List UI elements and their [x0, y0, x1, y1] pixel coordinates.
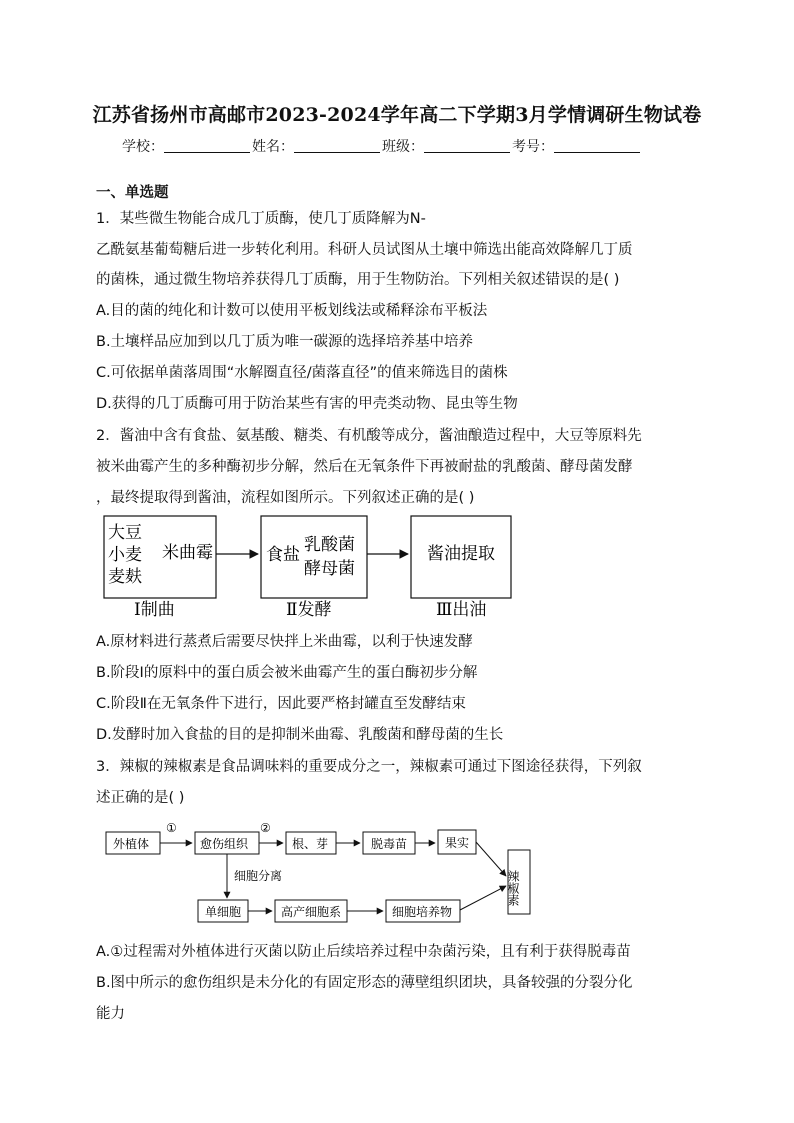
q2-option-b: B.阶段Ⅰ的原料中的蛋白质会被米曲霉产生的蛋白酶初步分解	[96, 665, 478, 681]
salt-label: 食盐	[266, 545, 300, 565]
q2-option-d: D.发酵时加入食盐的目的是抑制米曲霉、乳酸菌和酵母菌的生长	[96, 727, 504, 743]
q3-option-b: B.图中所示的愈伤组织是未分化的有固定形态的薄壁组织团块，具备较强的分裂分化	[96, 975, 633, 991]
explant-label: 外植体	[113, 837, 150, 851]
raw-material: 小麦	[108, 545, 142, 565]
callus-label: 愈伤组织	[200, 837, 249, 851]
q3-option-a: A.①过程需对外植体进行灭菌以防止后续培养过程中杂菌污染，且有利于获得脱毒苗	[96, 944, 631, 960]
stage-label: Ⅱ发酵	[286, 600, 332, 620]
class-label: 班级：	[382, 139, 424, 155]
exam-no-blank	[554, 138, 640, 153]
name-blank	[294, 138, 380, 153]
arrow	[460, 886, 506, 910]
q1-option-c: C.可依据单菌落周围“水解圈直径/菌落直径”的值来筛选目的菌株	[96, 365, 508, 381]
section-heading: 一、单选题	[96, 185, 169, 201]
q1-option-b: B.土壤样品应加到以几丁质为唯一碳源的选择培养基中培养	[96, 334, 474, 350]
virus-free-label: 脱毒苗	[371, 837, 408, 851]
soy-sauce-flow-diagram	[96, 512, 516, 622]
stage-label: Ⅲ出油	[436, 600, 487, 620]
exam-no-label: 考号：	[512, 139, 554, 155]
q1-stem-line: 1．某些微生物能合成几丁质酶，使几丁质降解为N-	[96, 211, 426, 227]
cell-culture-label: 细胞培养物	[392, 905, 453, 919]
microbe-label: 乳酸菌	[304, 535, 355, 555]
step-2-marker: ②	[260, 821, 271, 835]
q1-stem-line: 乙酰氨基葡萄糖后进一步转化利用。科研人员试图从土壤中筛选出能高效降解几丁质	[96, 242, 633, 258]
arrow	[476, 842, 506, 876]
class-blank	[424, 138, 510, 153]
school-blank	[164, 138, 250, 153]
q1-option-a: A.目的菌的纯化和计数可以使用平板划线法或稀释涂布平板法	[96, 303, 488, 319]
raw-material: 大豆	[108, 523, 142, 543]
high-yield-line-label: 高产细胞系	[281, 905, 342, 919]
q3-stem-line: 3．辣椒的辣椒素是食品调味料的重要成分之一，辣椒素可通过下图途径获得，下列叙	[96, 759, 642, 775]
single-cell-label: 单细胞	[205, 905, 242, 919]
school-label: 学校：	[122, 139, 164, 155]
page-title: 江苏省扬州市高邮市2023-2024学年高二下学期3月学情调研生物试卷	[92, 104, 702, 126]
stage-label: Ⅰ制曲	[134, 600, 175, 620]
aspergillus-label: 米曲霉	[162, 543, 213, 563]
root-bud-label: 根、芽	[292, 837, 329, 851]
q3-option-b-cont: 能力	[96, 1006, 125, 1022]
q1-stem-line: 的菌株，通过微生物培养获得几丁质酶，用于生物防治。下列相关叙述错误的是( )	[96, 272, 620, 288]
student-info-line	[122, 136, 642, 156]
raw-material: 麦麸	[108, 567, 142, 587]
fruit-label: 果实	[445, 836, 470, 850]
q1-option-d: D.获得的几丁质酶可用于防治某些有害的甲壳类动物、昆虫等生物	[96, 396, 518, 412]
q2-stem-line: 被米曲霉产生的多种酶初步分解，然后在无氧条件下再被耐盐的乳酸菌、酵母菌发酵	[96, 459, 633, 475]
capsaicin-pathway-diagram	[100, 818, 540, 928]
q2-stem-line: 2．酱油中含有食盐、氨基酸、糖类、有机酸等成分，酱油酿造过程中，大豆等原料先	[96, 428, 642, 444]
cell-separation-label: 细胞分离	[234, 869, 283, 883]
name-label: 姓名：	[252, 139, 294, 155]
microbe-label: 酵母菌	[304, 559, 355, 579]
step-1-marker: ①	[166, 821, 177, 835]
q2-option-c: C.阶段Ⅱ在无氧条件下进行，因此要严格封罐直至发酵结束	[96, 696, 466, 712]
extraction-label: 酱油提取	[427, 544, 495, 564]
q3-stem-line: 述正确的是( )	[96, 790, 185, 806]
q2-stem-line: ，最终提取得到酱油，流程如图所示。下列叙述正确的是( )	[96, 490, 475, 506]
capsaicin-label: 辣椒素	[506, 870, 520, 906]
q2-option-a: A.原材料进行蒸煮后需要尽快拌上米曲霉，以利于快速发酵	[96, 634, 473, 650]
